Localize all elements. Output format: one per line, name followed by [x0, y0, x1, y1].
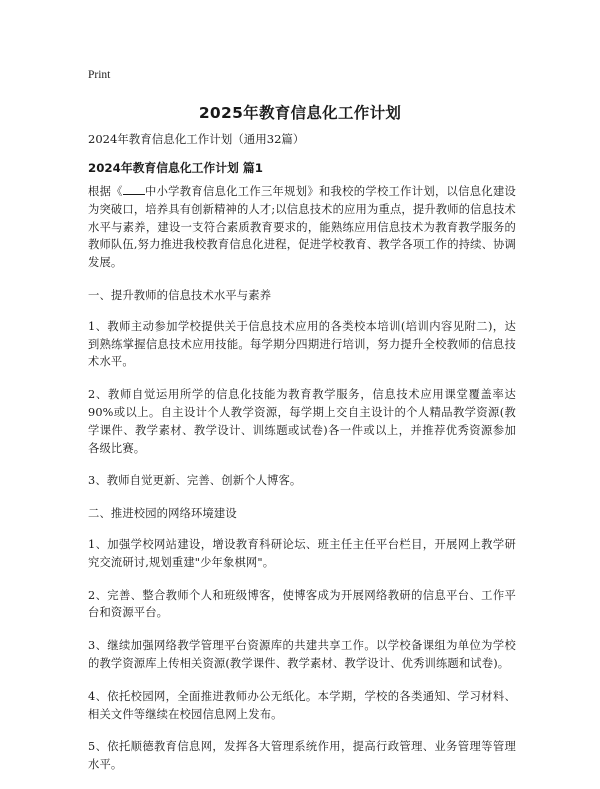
subsection-heading: 一、提升教师的信息技术水平与素养: [88, 288, 272, 302]
body-paragraph: 1、加强学校网站建设，增设教育科研论坛、班主任主任平台栏目，开展网上教学研究交流研讨,规划重建"少年象棋网"。: [88, 537, 516, 569]
intro-paragraph: [88, 183, 516, 272]
print-label: Print: [88, 69, 111, 81]
intro-text-start: 根据《: [88, 185, 123, 198]
body-paragraph: 1、教师主动参加学校提供关于信息技术应用的各类校本培训(培训内容见附二)，达到熟练掌握信息技术应用技能。每学期分四期进行培训，努力提升全校教师的信息技术水平。: [88, 319, 516, 369]
section-heading: 2024年教育信息化工作计划 篇1: [88, 161, 263, 175]
body-paragraph: 5、依托顺德教育信息网，发挥各大管理系统作用，提高行政管理、业务管理等管理水平。: [88, 740, 516, 772]
intro-text-rest: 中小学教育信息化工作三年规划》和我校的学校工作计划，以信息化建设为突破口，培养具有创新精神的人才;以信息技术的应用为重点，提升教师的信息技术水平与素养，建设一支符合素质教育要求的，能熟练应用信息技术为教育教学服务的教师队伍,努力推进我校教育信息化进程，促进学校教育、教学各项工作的持续、协调发展。: [88, 185, 517, 270]
body-paragraph: 3、继续加强网络教学管理平台资源库的共建共享工作。以学校备课组为单位为学校的教学资源库上传相关资源(教学课件、教学素材、教学设计、优秀训练题和试卷)。: [88, 639, 516, 670]
document-body: [88, 183, 516, 789]
body-paragraph: 3、教师自觉更新、完善、创新个人博客。: [88, 474, 302, 488]
body-paragraph: 2、教师自觉运用所学的信息化技能为教育教学服务，信息技术应用课堂覆盖率达90%或以上。自主设计个人教学资源，每学期上交自主设计的个人精品教学资源(教学课件、教学素材、教学设计、训练题或试卷)各一件或以上，并推荐优秀资源参加各级比赛。: [88, 388, 516, 455]
document-subtitle: 2024年教育信息化工作计划（通用32篇）: [88, 132, 305, 146]
subsection-heading: 二、推进校园的网络环境建设: [88, 507, 237, 521]
page-title: 2025年教育信息化工作计划: [198, 104, 402, 122]
body-paragraph: 2、完善、整合教师个人和班级博客，使博客成为开展网络教研的信息平台、工作平台和资源平台。: [88, 588, 516, 620]
paragraph-list: [88, 287, 516, 774]
blank-underline: [123, 183, 145, 195]
body-paragraph: 4、依托校园网，全面推进教师办公无纸化。本学期，学校的各类通知、学习材料、相关文件等继续在校园信息网上发布。: [88, 689, 516, 721]
